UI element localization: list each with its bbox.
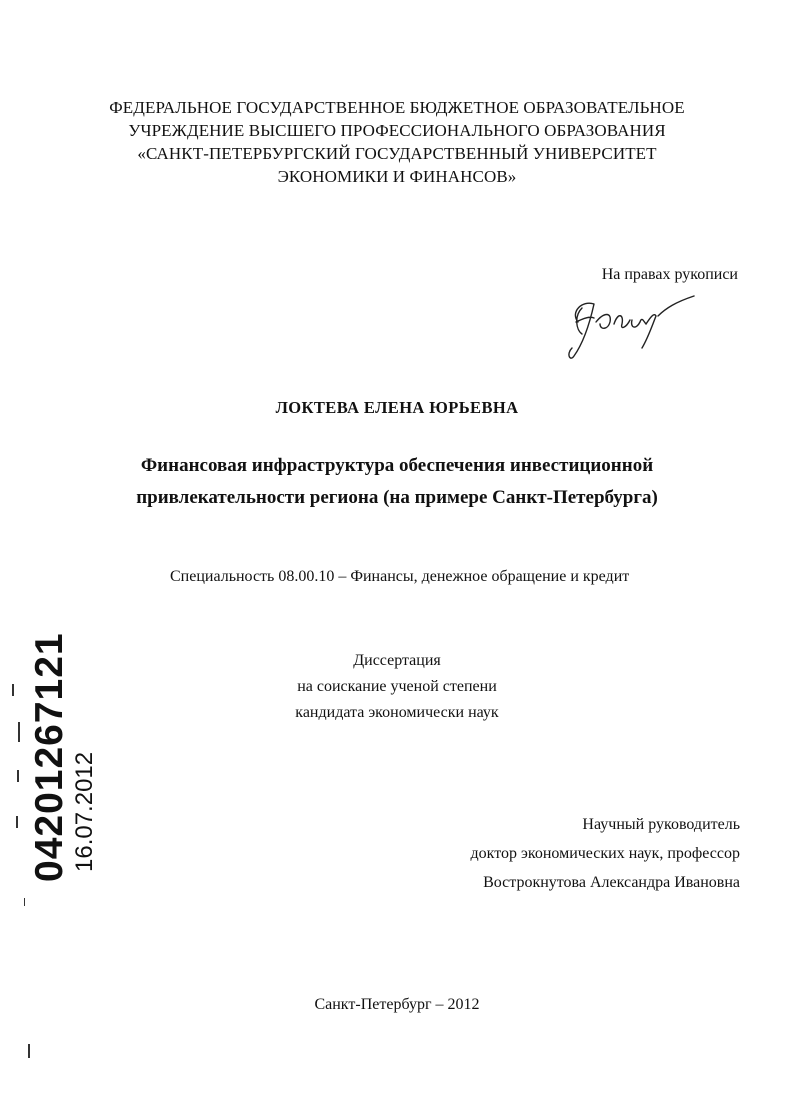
scan-mark <box>28 1044 30 1058</box>
author-name: ЛОКТЕВА ЕЛЕНА ЮРЬЕВНА <box>275 398 519 417</box>
degree-statement <box>0 648 794 726</box>
title-line: Финансовая инфраструктура обеспечения инвестиционной <box>140 455 654 476</box>
signature-icon <box>560 282 710 364</box>
stamp-date: 16.07.2012 <box>71 751 98 872</box>
degree-line: Диссертация <box>353 652 441 669</box>
scan-mark <box>18 722 20 742</box>
library-stamp <box>28 632 98 882</box>
degree-line: кандидата экономически наук <box>295 704 499 721</box>
title-line: привлекательности региона (на примере Санкт-Петербурга) <box>136 487 658 508</box>
scan-mark <box>24 898 25 906</box>
specialty-line: Специальность 08.00.10 – Финансы, денежное обращение и кредит <box>170 568 630 585</box>
scan-mark <box>17 770 19 782</box>
dissertation-title <box>0 450 794 514</box>
institution-line: ФЕДЕРАЛЬНОЕ ГОСУДАРСТВЕННОЕ БЮДЖЕТНОЕ ОБРАЗОВАТЕЛЬНОЕ <box>109 98 685 117</box>
scientific-advisor <box>471 810 741 897</box>
degree-line: на соискание ученой степени <box>297 678 497 695</box>
institution-line: УЧРЕЖДЕНИЕ ВЫСШЕГО ПРОФЕССИОНАЛЬНОГО ОБРАЗОВАНИЯ <box>128 121 666 140</box>
stamp-number: 04201267121 <box>28 632 71 882</box>
manuscript-note: На правах рукописи <box>601 266 738 283</box>
institution-header <box>0 96 794 188</box>
advisor-line: доктор экономических наук, профессор <box>470 845 740 862</box>
institution-line: ЭКОНОМИКИ И ФИНАНСОВ» <box>277 167 517 186</box>
scan-mark <box>12 684 14 696</box>
scan-mark <box>16 816 18 828</box>
advisor-line: Научный руководитель <box>582 816 740 833</box>
advisor-line: Вострокнутова Александра Ивановна <box>483 874 740 891</box>
city-year: Санкт-Петербург – 2012 <box>314 996 480 1013</box>
institution-line: «САНКТ-ПЕТЕРБУРГСКИЙ ГОСУДАРСТВЕННЫЙ УНИВЕРСИТЕТ <box>137 144 657 163</box>
